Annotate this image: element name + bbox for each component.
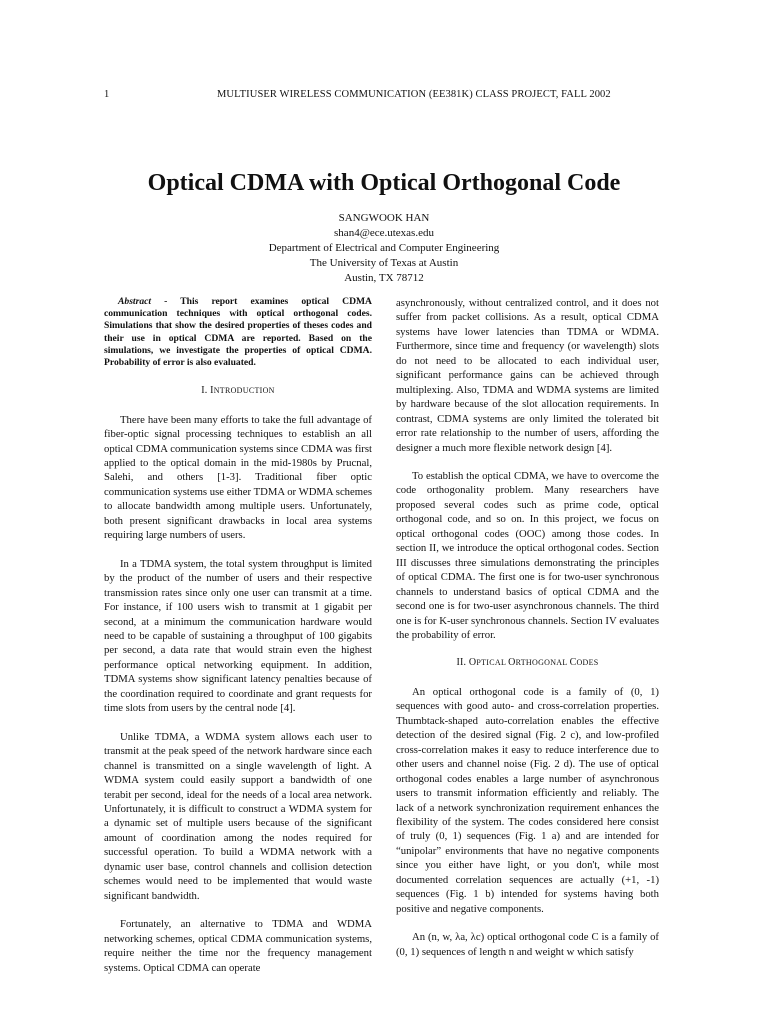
- abstract: [104, 296, 372, 369]
- paragraph: To establish the optical CDMA, we have to overcome the code orthogonality problem. Many researchers have proposed several codes such as prime code, optical orthogonal code, and so on. In this project, we focus on optical orthogonal codes (OOC) among those codes. In section II, we introduce the optical orthogonal codes. Section III discusses three simulations demonstrating the principles of optical CDMA. The first one is for two-user synchronous channels to understand basics of optical CDMA and the second one is for two-user asynchronous channels. The third one is for K-user synchronous channels. Section IV evaluates the probability of error.: [396, 469, 659, 641]
- paragraph: Fortunately, an alternative to TDMA and WDMA networking schemes, optical CDMA communication systems, require neither the time nor the frequency management systems. Optical CDMA can operate: [104, 918, 372, 974]
- page-number: 1: [104, 89, 110, 100]
- author-email: shan4@ece.utexas.edu: [334, 227, 434, 239]
- right-column: [396, 296, 659, 973]
- left-column: [104, 296, 372, 989]
- section-heading-optical-orthogonal-codes: II. OPTICAL ORTHOGONAL CODES: [456, 657, 599, 669]
- paragraph: Unlike TDMA, a WDMA system allows each user to transmit at the peak speed of the network hardware since each channel is transmitted on a single wavelength of light. A WDMA system could easily support a bandwidth of one terabit per second, ideal for the needs of a local area network. Unfortunately, it is difficult to construct a WDMA system for a dynamic set of multiple users because of the significant amount of coordination among the nodes required for successful operation. To build a WDMA network with a dynamic user base, control channels and collision detection schemes would need to be implemented that would waste significant bandwidth.: [104, 730, 372, 902]
- running-title: MULTIUSER WIRELESS COMMUNICATION (EE381K) CLASS PROJECT, FALL 2002: [217, 89, 611, 100]
- abstract-label: Abstract: [118, 296, 152, 307]
- author-name: SANGWOOK HAN: [338, 212, 430, 224]
- author-location: Austin, TX 78712: [344, 272, 424, 284]
- paragraph: There have been many efforts to take the full advantage of fiber-optic signal processing techniques to establish an all optical CDMA communication systems since CDMA was first applied to the optical domain in the mid-1980s by Prucnal, Salehi, and others [1-3]. Traditional fiber optic communication systems use either TDMA or WDMA schemes to allocate bandwidth among multiple users. Unfortunately, both present significant drawbacks in local area systems requiring large numbers of users.: [104, 413, 372, 542]
- abstract-text: - This report examines optical CDMA communication techniques with optical orthogonal codes. Simulations that show the desired properties of theses codes and their use in optical CDMA are reported. Based on the simulations, we investigate the properties of optical CDMA. Probability of error is also evaluated.: [104, 296, 372, 369]
- author-block: [0, 211, 768, 286]
- author-university: The University of Texas at Austin: [309, 257, 459, 269]
- paragraph-continued: asynchronously, without centralized control, and it does not suffer from packet collisions. As a result, optical CDMA systems have lower latencies than TDMA or WDMA. Furthermore, since time and frequency (or wavelength) slots do not need to be allocated to each individual user, significant performance gains can be achieved through multiplexing. Also, TDMA and WDMA systems are limited by hardware because of the slot allocation requirements. In contrast, CDMA systems are only limited the tolerated bit error rate relationship to the number of users, affording the designer a much more flexible network design [4].: [396, 297, 659, 454]
- paragraph: An optical orthogonal code is a family of (0, 1) sequences with good auto- and cross-correlation properties. Thumbtack-shaped auto-correlation enables the effective detection of the desired signal (Fig. 2 c), and low-profiled cross-correlation makes it easy to reduce interference due to other users and channel noise (Fig. 2 d). The use of optical orthogonal codes enables a large number of asynchronous users to transmit information efficiently and reliably. The lack of a network synchronization requirement enhances the flexibility of the system. The codes considered here consist of truly (0, 1) sequences (Fig. 1 a) and are intended for “unipolar” environments that have no negative components since you either have light, or you don't, while most documented correlation sequences are actually (+1, -1) sequences (Fig. 1 b) intended for systems having both positive and negative components.: [396, 685, 659, 915]
- paragraph: An (n, w, λa, λc) optical orthogonal code C is a family of (0, 1) sequences of length n and weight w which satisfy: [396, 931, 659, 958]
- author-department: Department of Electrical and Computer Engineering: [268, 242, 500, 254]
- paragraph: In a TDMA system, the total system throughput is limited by the product of the number of users and their respective transmission rates since only one user can transmit at a time. For instance, if 100 users wish to transmit at 1 gigabit per second, at a minimum the communication hardware would need to be capable of sustaining a throughput of 100 gigabits per second, a data rate that would strain even the highest performance optical networking equipment. In addition, TDMA systems show significant latency penalties because of the coordination required to coordinate and grant requests for time slots from users by the central node [4].: [104, 557, 372, 715]
- paper-title: Optical CDMA with Optical Orthogonal Code: [147, 170, 621, 196]
- section-heading-introduction: I. INTRODUCTION: [201, 385, 275, 397]
